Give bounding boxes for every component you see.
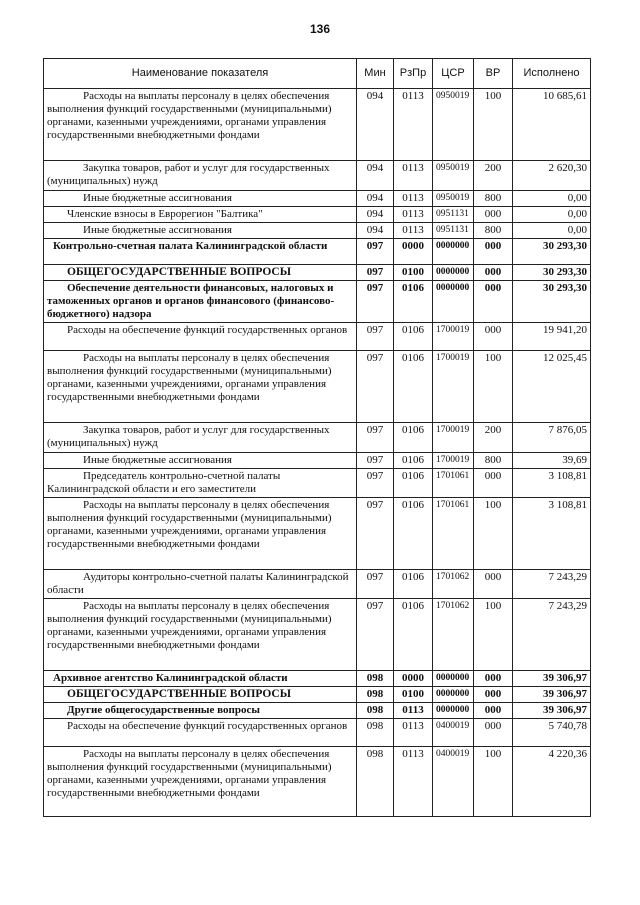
table-body [44,89,591,817]
row-amount: 30 293,30 [513,265,591,281]
row-name: Расходы на выплаты персоналу в целях обеспечения выполнения функций государственными (муниципальными) органами, казенными учреждениями, органами управления государственными внебюджетными фондами [44,498,357,570]
row-amount: 0,00 [513,191,591,207]
row-vr: 200 [474,423,513,453]
row-rzpr: 0113 [394,223,433,239]
table-row [44,351,591,423]
header-min: Мин [357,59,394,89]
row-csr: 0950019 [433,161,474,191]
row-min: 098 [357,671,394,687]
row-amount: 39 306,97 [513,687,591,703]
table-header-row [44,59,591,89]
row-name: Расходы на выплаты персоналу в целях обеспечения выполнения функций государственными (муниципальными) органами, казенными учреждениями, органами управления государственными внебюджетными фондами [44,599,357,671]
table-row [44,207,591,223]
header-rzpr: РзПр [394,59,433,89]
row-csr: 0000000 [433,671,474,687]
row-rzpr: 0113 [394,747,433,817]
row-amount: 4 220,36 [513,747,591,817]
row-vr: 000 [474,719,513,747]
row-amount: 10 685,61 [513,89,591,161]
row-amount: 39 306,97 [513,703,591,719]
row-min: 097 [357,265,394,281]
row-vr: 000 [474,207,513,223]
row-min: 098 [357,703,394,719]
row-vr: 100 [474,498,513,570]
row-rzpr: 0106 [394,351,433,423]
row-amount: 12 025,45 [513,351,591,423]
row-csr: 0000000 [433,703,474,719]
row-amount: 3 108,81 [513,498,591,570]
row-min: 094 [357,207,394,223]
row-name: Членские взносы в Еврорегион "Балтика" [44,207,357,223]
row-min: 094 [357,89,394,161]
row-min: 098 [357,719,394,747]
row-amount: 7 243,29 [513,599,591,671]
row-name: Закупка товаров, работ и услуг для государственных (муниципальных) нужд [44,161,357,191]
row-amount: 7 243,29 [513,570,591,599]
row-amount: 39 306,97 [513,671,591,687]
row-rzpr: 0106 [394,281,433,323]
table-row [44,570,591,599]
row-min: 094 [357,161,394,191]
row-vr: 800 [474,453,513,469]
row-rzpr: 0106 [394,498,433,570]
row-min: 097 [357,423,394,453]
row-name: Аудиторы контрольно-счетной палаты Калининградской области [44,570,357,599]
table-row [44,671,591,687]
table-row [44,281,591,323]
table-row [44,423,591,453]
row-vr: 000 [474,671,513,687]
row-amount: 3 108,81 [513,469,591,498]
row-amount: 30 293,30 [513,239,591,265]
row-amount: 0,00 [513,223,591,239]
row-min: 094 [357,191,394,207]
row-min: 097 [357,351,394,423]
row-name: Иные бюджетные ассигнования [44,191,357,207]
row-rzpr: 0106 [394,423,433,453]
table-row [44,469,591,498]
budget-table [43,58,591,817]
row-csr: 1700019 [433,351,474,423]
table-row [44,323,591,351]
table-row [44,747,591,817]
row-csr: 1700019 [433,453,474,469]
row-name: Другие общегосударственные вопросы [44,703,357,719]
row-rzpr: 0106 [394,323,433,351]
row-min: 097 [357,239,394,265]
table-row [44,89,591,161]
row-csr: 0000000 [433,687,474,703]
row-vr: 000 [474,239,513,265]
header-csr: ЦСР [433,59,474,89]
row-name: Расходы на выплаты персоналу в целях обеспечения выполнения функций государственными (муниципальными) органами, казенными учреждениями, органами управления государственными внебюджетными фондами [44,747,357,817]
row-name: Обеспечение деятельности финансовых, налоговых и таможенных органов и органов финансового (финансово-бюджетного) надзора [44,281,357,323]
row-amount: 2 620,30 [513,161,591,191]
row-name: Председатель контрольно-счетной палаты Калининградской области и его заместители [44,469,357,498]
row-vr: 100 [474,747,513,817]
row-rzpr: 0106 [394,570,433,599]
row-name: Расходы на выплаты персоналу в целях обеспечения выполнения функций государственными (муниципальными) органами, казенными учреждениями, органами управления государственными внебюджетными фондами [44,351,357,423]
row-min: 098 [357,747,394,817]
row-rzpr: 0106 [394,469,433,498]
row-vr: 200 [474,161,513,191]
row-name: Расходы на выплаты персоналу в целях обеспечения выполнения функций государственными (муниципальными) органами, казенными учреждениями, органами управления государственными внебюджетными фондами [44,89,357,161]
header-amount: Исполнено [513,59,591,89]
row-csr: 0951131 [433,207,474,223]
row-vr: 100 [474,89,513,161]
row-rzpr: 0000 [394,239,433,265]
row-name: Иные бюджетные ассигнования [44,223,357,239]
row-csr: 1701061 [433,469,474,498]
row-amount: 30 293,30 [513,281,591,323]
row-name: ОБЩЕГОСУДАРСТВЕННЫЕ ВОПРОСЫ [44,265,357,281]
header-name: Наименование показателя [44,59,357,89]
row-vr: 000 [474,687,513,703]
row-csr: 0400019 [433,719,474,747]
row-csr: 0400019 [433,747,474,817]
row-rzpr: 0113 [394,161,433,191]
page-number: 136 [309,22,331,36]
row-csr: 0000000 [433,281,474,323]
row-name: Архивное агентство Калининградской области [44,671,357,687]
row-rzpr: 0100 [394,265,433,281]
row-csr: 1701062 [433,570,474,599]
table-row [44,719,591,747]
row-vr: 000 [474,570,513,599]
row-amount: 7 876,05 [513,423,591,453]
row-vr: 000 [474,703,513,719]
row-name: ОБЩЕГОСУДАРСТВЕННЫЕ ВОПРОСЫ [44,687,357,703]
row-name: Контрольно-счетная палата Калининградской области [44,239,357,265]
table-row [44,498,591,570]
row-amount: 5 740,78 [513,719,591,747]
table-row [44,239,591,265]
row-name: Закупка товаров, работ и услуг для государственных (муниципальных) нужд [44,423,357,453]
row-csr: 0000000 [433,239,474,265]
row-min: 097 [357,469,394,498]
table-row [44,687,591,703]
table-row [44,703,591,719]
table-row [44,265,591,281]
row-csr: 1700019 [433,423,474,453]
row-min: 097 [357,599,394,671]
table-row [44,453,591,469]
row-min: 097 [357,453,394,469]
row-rzpr: 0106 [394,599,433,671]
row-csr: 0950019 [433,89,474,161]
row-vr: 800 [474,191,513,207]
row-rzpr: 0106 [394,453,433,469]
row-amount: 39,69 [513,453,591,469]
row-min: 097 [357,498,394,570]
row-vr: 800 [474,223,513,239]
row-csr: 0000000 [433,265,474,281]
row-csr: 1701061 [433,498,474,570]
row-rzpr: 0113 [394,719,433,747]
row-csr: 1700019 [433,323,474,351]
row-rzpr: 0100 [394,687,433,703]
table-row [44,191,591,207]
row-vr: 000 [474,323,513,351]
row-name: Расходы на обеспечение функций государственных органов [44,719,357,747]
row-vr: 100 [474,599,513,671]
row-amount: 0,00 [513,207,591,223]
row-min: 097 [357,323,394,351]
table-row [44,599,591,671]
row-min: 097 [357,570,394,599]
row-rzpr: 0113 [394,89,433,161]
row-vr: 100 [474,351,513,423]
row-csr: 1701062 [433,599,474,671]
row-name: Расходы на обеспечение функций государственных органов [44,323,357,351]
row-rzpr: 0113 [394,703,433,719]
row-min: 094 [357,223,394,239]
row-vr: 000 [474,265,513,281]
table-row [44,223,591,239]
row-rzpr: 0000 [394,671,433,687]
row-amount: 19 941,20 [513,323,591,351]
row-min: 098 [357,687,394,703]
table-row [44,161,591,191]
row-rzpr: 0113 [394,207,433,223]
row-rzpr: 0113 [394,191,433,207]
row-vr: 000 [474,281,513,323]
row-name: Иные бюджетные ассигнования [44,453,357,469]
header-vr: ВР [474,59,513,89]
row-vr: 000 [474,469,513,498]
row-min: 097 [357,281,394,323]
row-csr: 0950019 [433,191,474,207]
row-csr: 0951131 [433,223,474,239]
